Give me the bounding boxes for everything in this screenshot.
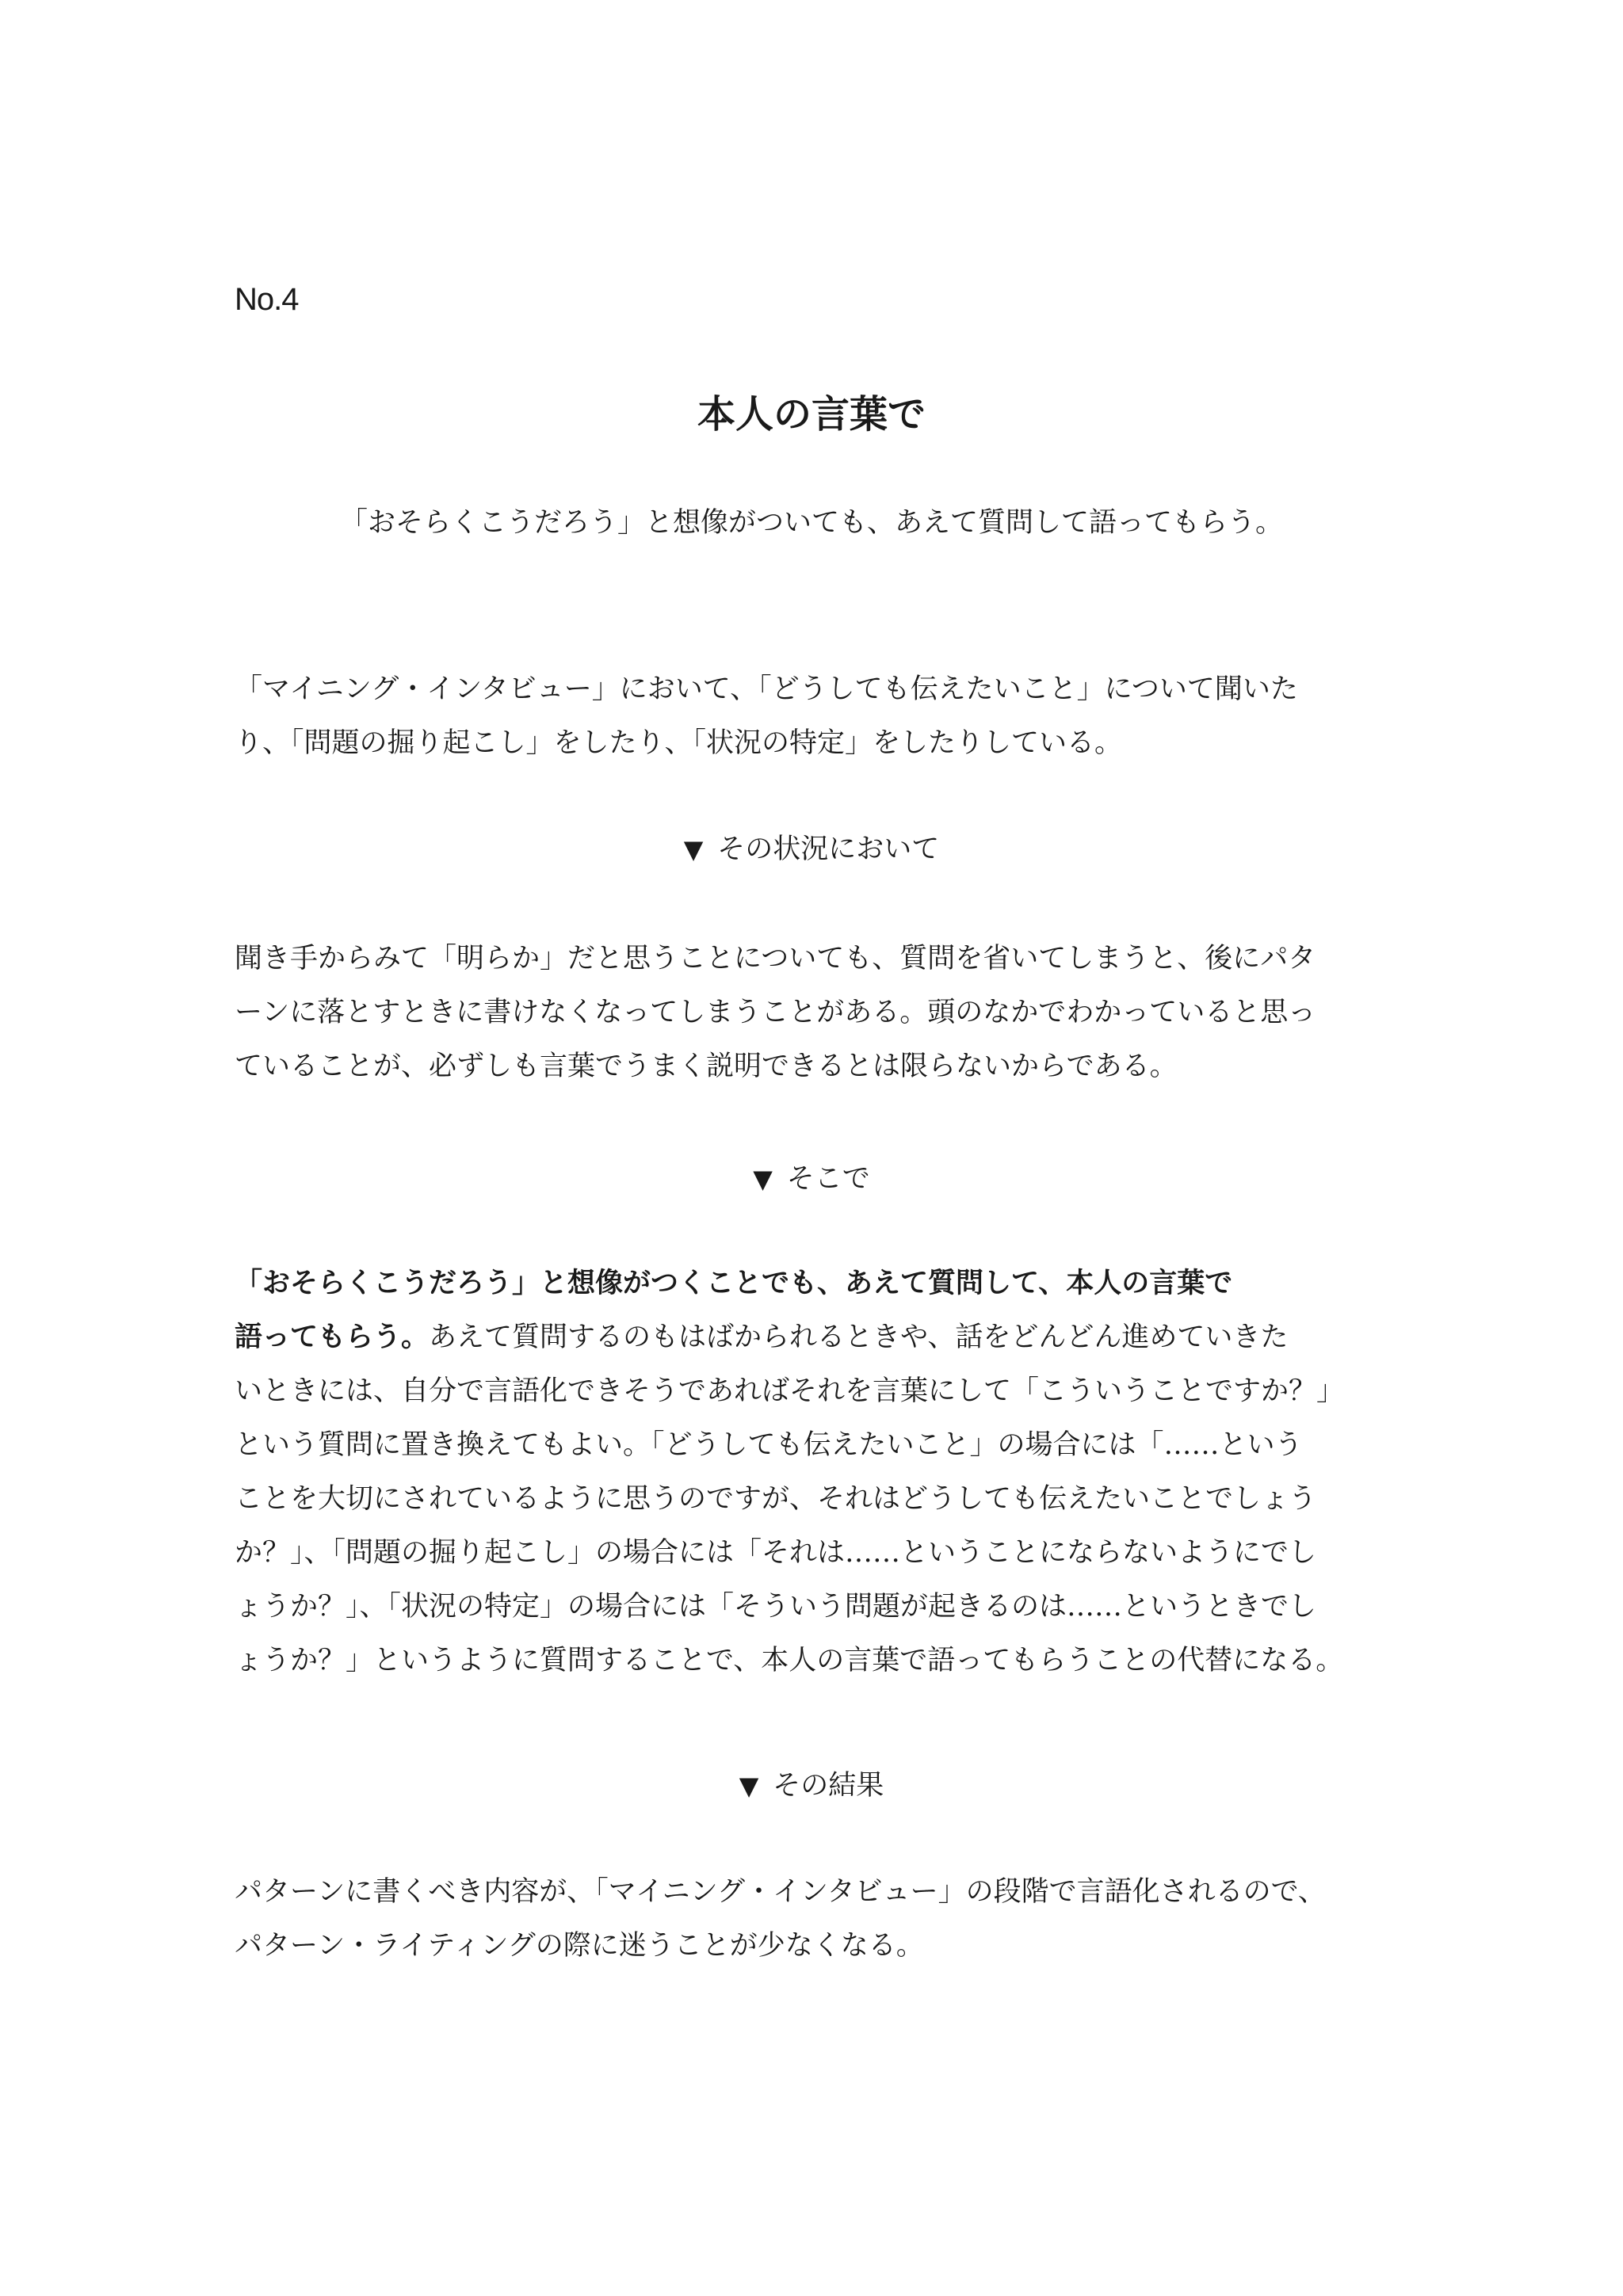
solution-line [235, 1257, 1395, 1310]
context-line: 「マイニング・インタビュー」において、「どうしても伝えたいこと」について聞いた [235, 673, 1298, 705]
triangle-down-icon: ▼ [683, 834, 704, 864]
section-heading-result [0, 1764, 1623, 1803]
solution-line: ょうか？」というように質問することで、本人の言葉で語ってもらうことの代替になる。 [235, 1645, 1344, 1676]
triangle-down-icon: ▼ [739, 1771, 759, 1801]
problem-line: 聞き手からみて「明らか」だと思うことについても、質問を省いてしまうと、後にパタ [235, 943, 1316, 974]
solution-paragraph [235, 1257, 1395, 1688]
section-label: その結果 [773, 1770, 884, 1802]
section-label: その状況において [717, 833, 940, 865]
pattern-number: No.4 [235, 282, 299, 317]
problem-line: ていることが、必ずしも言葉でうまく説明できるとは限らないからである。 [235, 1051, 1178, 1082]
problem-line: ーンに落とすときに書けなくなってしまうことがある。頭のなかでわかっていると思っ [235, 997, 1316, 1028]
triangle-down-icon: ▼ [753, 1164, 773, 1194]
solution-text: あえて質問するのもはばかられるときや、話をどんどん進めていきた [429, 1322, 1289, 1353]
result-line: パターンに書くべき内容が、「マイニング・インタビュー」の段階で言語化されるので、 [235, 1876, 1326, 1908]
section-heading-problem [0, 827, 1623, 867]
solution-emphasis: 「おそらくこうだろう」と想像がつくことでも、あえて質問して、本人の言葉で [235, 1268, 1233, 1299]
solution-line: ょうか？」、「状況の特定」の場合には「そういう問題が起きるのは……というときでし [235, 1591, 1317, 1623]
section-label: そこで [786, 1163, 870, 1195]
result-line: パターン・ライティングの際に迷うことが少なくなる。 [235, 1930, 924, 1962]
pattern-summary: 「おそらくこうだろう」と想像がついても、あえて質問して語ってもらう。 [339, 507, 1283, 539]
solution-line: という質問に置き換えてもよい。「どうしても伝えたいこと」の場合には「……という [235, 1429, 1303, 1461]
solution-line [235, 1310, 1395, 1364]
context-paragraph [235, 662, 1395, 770]
solution-line: いときには、自分で言語化できそうであればそれを言葉にして「こういうことですか？」 [235, 1375, 1345, 1407]
context-line: り、「問題の掘り起こし」をしたり、「状況の特定」をしたりしている。 [235, 727, 1123, 759]
solution-emphasis: 語ってもらう。 [235, 1322, 430, 1353]
solution-line: か？」、「問題の掘り起こし」の場合には「それは……ということにならないようにでし [235, 1537, 1317, 1569]
problem-paragraph [235, 932, 1395, 1093]
solution-line: ことを大切にされているように思うのですが、それはどうしても伝えたいことでしょう [235, 1483, 1317, 1515]
result-paragraph [235, 1865, 1395, 1973]
pattern-title: 本人の言葉で [697, 392, 926, 437]
section-heading-solution [0, 1157, 1623, 1196]
